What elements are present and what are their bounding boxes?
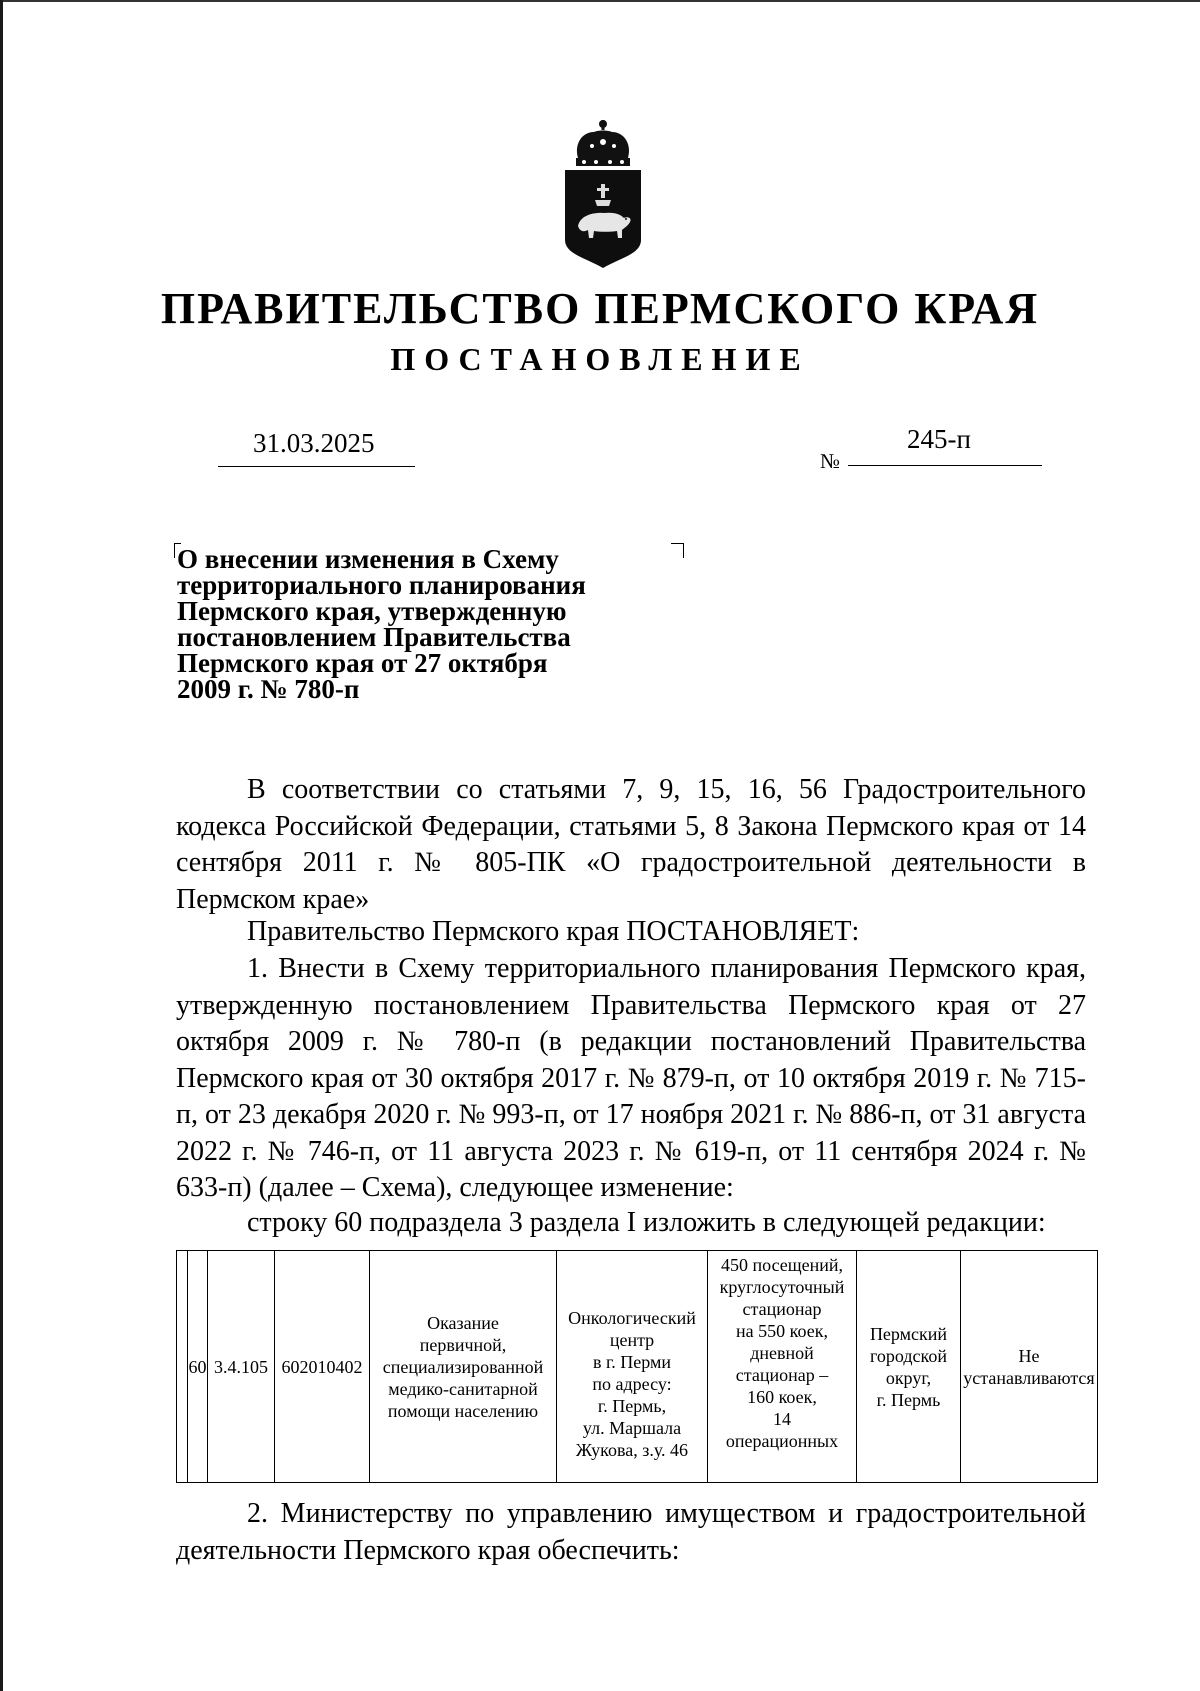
cell-line: г. Пермь,: [597, 1395, 667, 1416]
subject-line: О внесении изменения в Схему: [177, 544, 559, 574]
cell-line: г. Пермь: [876, 1389, 941, 1410]
cell-line: 450 посещений,: [720, 1254, 844, 1275]
subject-line: 2009 г. № 780-п: [177, 674, 360, 704]
subject-bracket-right: [671, 543, 684, 558]
date-underline: [218, 466, 415, 467]
subject-line: постановлением Правительства: [177, 622, 571, 652]
cell-line: ул. Маршала: [582, 1417, 682, 1438]
scan-edge-left: [0, 0, 3, 1691]
cell-line: медико-санитарной: [388, 1378, 538, 1399]
cell-line: Жукова, з.у. 46: [575, 1439, 689, 1460]
cell-line: первичной,: [419, 1334, 507, 1355]
cell-line: устанавливаются: [963, 1367, 1095, 1388]
cell-line: помощи населению: [387, 1400, 539, 1421]
cell-line: городской: [869, 1345, 948, 1366]
government-title: ПРАВИТЕЛЬСТВО ПЕРМСКОГО КРАЯ: [160, 284, 1040, 333]
cell-line: в г. Перми: [592, 1351, 672, 1372]
cell-line: на 550 коек,: [736, 1320, 828, 1341]
cell-line: Онкологический: [568, 1307, 696, 1328]
cell-line: по адресу:: [592, 1373, 672, 1394]
cell-line: центр: [609, 1329, 655, 1350]
resolution-paragraph: Правительство Пермского края ПОСТАНОВЛЯЕТ:: [247, 916, 860, 947]
cell-line: операционных: [725, 1430, 839, 1451]
document-type: ПОСТАНОВЛЕНИЕ: [390, 341, 810, 377]
table-cell-empty: [177, 1251, 188, 1483]
cell-line: Оказание: [427, 1312, 499, 1333]
subject-line: Пермского края от 27 октября: [177, 648, 548, 678]
cell-line: стационар –: [735, 1364, 829, 1385]
clause-1-instruction: строку 60 подраздела 3 раздела I изложить в следующей редакции:: [247, 1207, 1046, 1238]
cell-line: дневной: [750, 1342, 814, 1363]
cell-line: 160 коек,: [747, 1386, 817, 1407]
document-date: 31.03.2025: [253, 428, 375, 458]
table-cell-capacity: [708, 1251, 857, 1483]
number-label: №: [820, 449, 841, 473]
table-row: [177, 1251, 1098, 1483]
cell-line: стационар: [742, 1298, 822, 1319]
clause-2-paragraph: 2. Министерству по управлению имуществом и градостроительной деятельности Пермского края обеспечить:: [176, 1498, 1086, 1566]
table-cell-purpose: [370, 1251, 557, 1483]
scan-edge-top: [0, 0, 1200, 2]
table-cell-code: 3.4.105: [208, 1251, 275, 1483]
cell-line: Пермский: [869, 1323, 948, 1344]
cell-line: 14: [773, 1408, 791, 1429]
cell-line: специализированной: [382, 1356, 544, 1377]
amendment-table: [176, 1250, 1098, 1483]
preamble-paragraph: В соответствии со статьями 7, 9, 15, 16, 56 Градостроительного кодекса Российской Федерации, статьями 5, 8 Закона Пермского края от 14 сентября 2011 г. № 805-ПК «О градостроительной деятельности в Пермском крае»: [176, 774, 1086, 915]
clause-1-paragraph: 1. Внести в Схему территориального планирования Пермского края, утвержденную постановлением Правительства Пермского края от 27 октября 2009 г. № 780-п (в редакции постановлений Правительства Пермского края от 30 октября 2017 г. № 879-п, от 10 октября 2019 г. № 715-п, от 23 декабря 2020 г. № 993-п, от 17 ноября 2021 г. № 886-п, от 31 августа 2022 г. № 746-п, от 11 августа 2023 г. № 619-п, от 11 сентября 2024 г. № 633-п) (далее – Схема), следующее изменение:: [176, 953, 1086, 1203]
cell-line: округ,: [885, 1367, 932, 1388]
document-subject: [177, 546, 637, 702]
table-cell-object: [557, 1251, 708, 1483]
subject-line: территориального планирования: [177, 570, 586, 600]
document-number: 245-п: [907, 424, 971, 454]
subject-line: Пермского края, утвержденную: [177, 596, 567, 626]
table-cell-row-number: 60: [188, 1251, 208, 1483]
number-underline: [848, 465, 1042, 466]
cell-line: круглосуточный: [719, 1276, 845, 1297]
table-cell-location: [857, 1251, 961, 1483]
table-cell-zones: [961, 1251, 1098, 1483]
perm-krai-coat-of-arms: [560, 118, 646, 270]
table-cell-id: 602010402: [275, 1251, 370, 1483]
cell-line: Не: [1018, 1345, 1040, 1366]
